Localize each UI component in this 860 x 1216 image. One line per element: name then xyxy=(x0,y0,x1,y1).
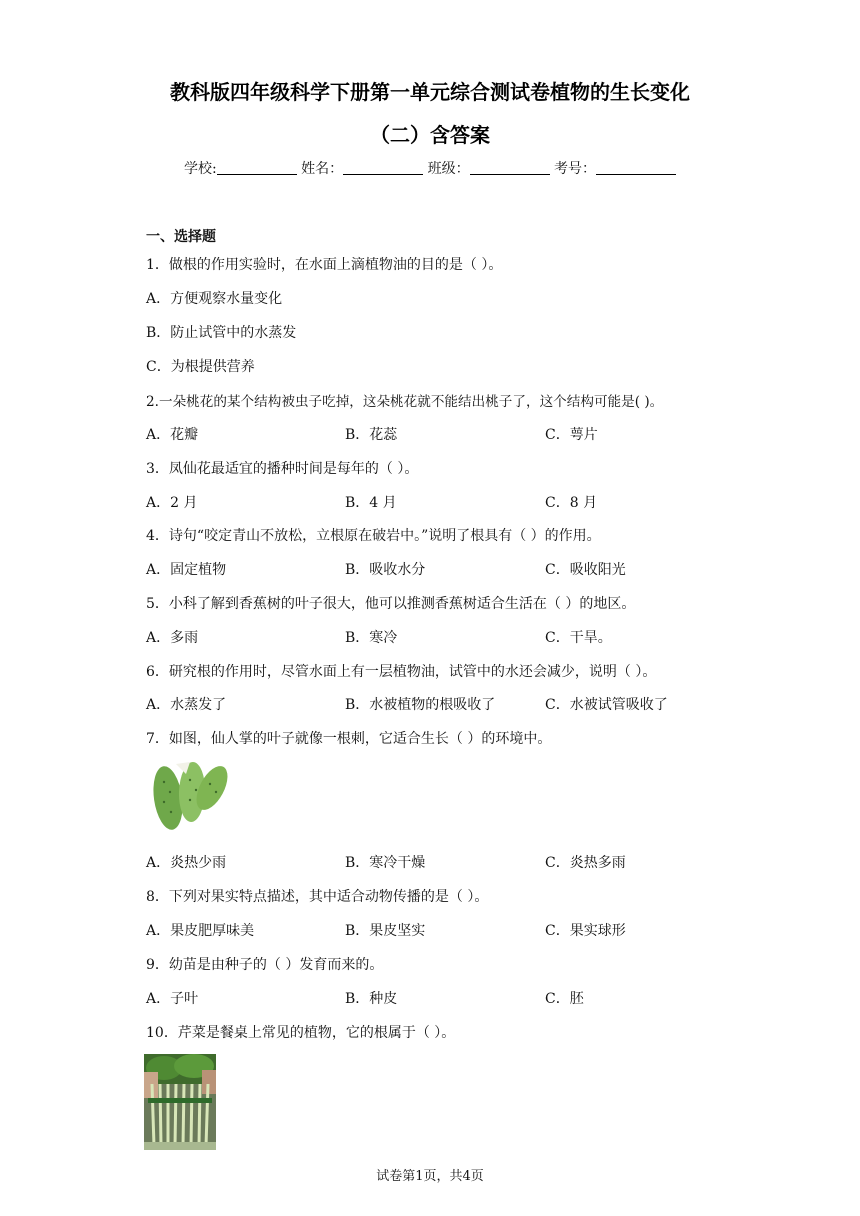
option-a: A．子叶 xyxy=(146,991,199,1007)
option-a: A．花瓣 xyxy=(146,427,199,443)
option-c: C．8 月 xyxy=(545,495,598,511)
option-b: B．种皮 xyxy=(345,991,398,1007)
section-title: 一、选择题 xyxy=(146,229,216,245)
question-stem: 3．凤仙花最适宜的播种时间是每年的（ ）。 xyxy=(146,461,419,477)
question-stem: 7．如图，仙人掌的叶子就像一根刺，它适合生长（ ）的环境中。 xyxy=(146,731,552,747)
option-a: A．固定植物 xyxy=(146,562,227,578)
question-stem: 1．做根的作用实验时，在水面上滴植物油的目的是（ ）。 xyxy=(146,257,503,273)
option-b: B．寒冷 xyxy=(345,630,398,646)
page-footer: 试卷第1页，共4页 xyxy=(376,1169,484,1184)
option-a: A．2 月 xyxy=(146,495,198,511)
option-c: C．为根提供营养 xyxy=(146,359,255,375)
option-a: A．炎热少雨 xyxy=(146,855,227,871)
question-stem: 5．小科了解到香蕉树的叶子很大，他可以推测香蕉树适合生活在（ ）的地区。 xyxy=(146,596,636,612)
question-stem: 10．芹菜是餐桌上常见的植物，它的根属于（ ）。 xyxy=(146,1025,456,1041)
option-b: B．寒冷干燥 xyxy=(345,855,426,871)
class-label: 班级： xyxy=(427,161,470,177)
exam-title-line1: 教科版四年级科学下册第一单元综合测试卷植物的生长变化 xyxy=(170,80,690,104)
option-b: B．水被植物的根吸收了 xyxy=(345,697,496,713)
option-c: C．干旱。 xyxy=(545,630,612,646)
option-b: B．花蕊 xyxy=(345,427,398,443)
question-stem: 6．研究根的作用时，尽管水面上有一层植物油，试管中的水还会减少，说明（ ）。 xyxy=(146,664,657,680)
question-stem: 4．诗句“咬定青山不放松，立根原在破岩中。”说明了根具有（ ）的作用。 xyxy=(146,528,601,544)
name-label: 姓名： xyxy=(301,161,344,177)
exam-title-line2: （二）含答案 xyxy=(370,123,490,147)
option-c: C．胚 xyxy=(545,991,584,1007)
school-blank[interactable] xyxy=(217,160,297,175)
celery-image xyxy=(144,1054,216,1150)
option-c: C．萼片 xyxy=(545,427,598,443)
exam-no-blank[interactable] xyxy=(596,160,676,175)
question-stem: 2.一朵桃花的某个结构被虫子吃掉，这朵桃花就不能结出桃子了，这个结构可能是( )。 xyxy=(146,394,664,410)
option-c: C．果实球形 xyxy=(545,923,626,939)
option-b: B．果皮坚实 xyxy=(345,923,426,939)
exam-no-label: 考号： xyxy=(554,161,597,177)
option-c: C．水被试管吸收了 xyxy=(545,697,668,713)
option-a: A．方便观察水量变化 xyxy=(146,291,283,307)
option-a: A．多雨 xyxy=(146,630,199,646)
question-stem: 9．幼苗是由种子的（ ）发育而来的。 xyxy=(146,957,384,973)
option-b: B．4 月 xyxy=(345,495,397,511)
option-b: B．吸收水分 xyxy=(345,562,426,578)
cactus-image xyxy=(146,758,236,830)
option-c: C．炎热多雨 xyxy=(545,855,626,871)
student-info-row xyxy=(0,158,860,178)
option-c: C．吸收阳光 xyxy=(545,562,626,578)
name-blank[interactable] xyxy=(343,160,423,175)
school-label: 学校: xyxy=(183,161,217,177)
option-a: A．果皮肥厚味美 xyxy=(146,923,255,939)
question-stem: 8．下列对果实特点描述，其中适合动物传播的是（ ）。 xyxy=(146,889,489,905)
option-a: A．水蒸发了 xyxy=(146,697,227,713)
class-blank[interactable] xyxy=(470,160,550,175)
option-b: B．防止试管中的水蒸发 xyxy=(146,325,297,341)
